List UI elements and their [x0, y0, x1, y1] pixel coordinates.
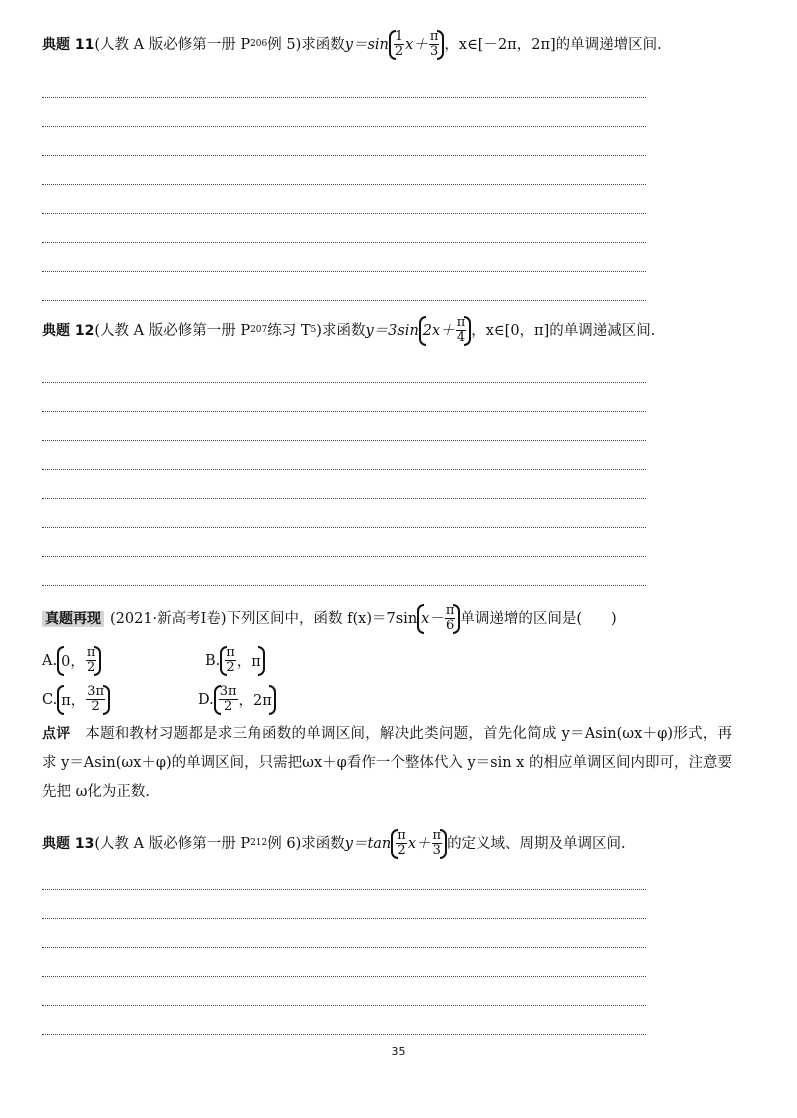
question-12-function: y＝3sin — [365, 322, 419, 339]
real-exam-tag: 真题再现 — [42, 611, 104, 627]
question-11-tail: ，x∈[－2π，2π]的单调递增区间. — [444, 36, 662, 53]
option-c-frac — [86, 685, 105, 715]
frac-num: π — [397, 828, 406, 843]
answer-line — [42, 918, 646, 919]
option-c-label: C. — [42, 691, 58, 708]
question-13-paren — [391, 829, 447, 859]
question-11-label: 典题 11 — [42, 36, 95, 53]
question-13-frac2 — [432, 829, 443, 859]
frac-num: 1 — [394, 29, 404, 44]
frac-num: π — [445, 603, 455, 618]
frac-den: 2 — [397, 843, 406, 859]
real-exam-tail: 单调递增的区间是( ) — [460, 610, 617, 627]
answer-line — [42, 126, 646, 127]
question-11-paren — [389, 30, 445, 60]
frac-num: π — [86, 645, 96, 660]
question-12 — [42, 316, 655, 346]
frac-num: 3π — [87, 684, 105, 699]
frac-num: π — [456, 315, 466, 330]
option-c[interactable] — [42, 685, 110, 715]
option-d[interactable] — [198, 685, 276, 715]
question-12-t-sub: 5 — [310, 325, 317, 336]
frac-den: 4 — [456, 330, 466, 346]
comment-text: 本题和教材习题都是求三角函数的单调区间，解决此类问题，首先化简成 y＝Asin(ωx＋φ)形式，再求 y＝Asin(ωx＋φ)的单调区间，只需把ωx＋φ看作一个整体代入 y＝sin x 的相应单调区间内即可，注意要先把 ω化为正数. — [42, 726, 733, 800]
frac-num: π — [429, 29, 439, 44]
question-13-tail: 的定义域、周期及单调区间. — [447, 835, 626, 852]
question-13-page: 212 — [250, 838, 268, 849]
question-13 — [42, 829, 626, 859]
question-13-frac1 — [396, 829, 407, 859]
frac-den: 2 — [394, 44, 404, 60]
answer-line — [42, 469, 646, 470]
answer-line — [42, 1034, 646, 1035]
question-12-page: 207 — [250, 325, 268, 336]
answer-line — [42, 184, 646, 185]
option-c-v1: π， — [61, 693, 86, 710]
frac-num: π — [226, 645, 235, 660]
frac-num: 3π — [219, 684, 237, 699]
comment — [42, 720, 732, 807]
frac-den: 3 — [429, 44, 439, 60]
real-exam-text: (2021·新高考Ⅰ卷)下列区间中，函数 f(x)＝7sin — [110, 610, 418, 627]
option-d-v2: ，2π — [238, 693, 272, 710]
question-11-var: x＋ — [405, 36, 428, 53]
page-number: 35 — [391, 1045, 406, 1058]
answer-line — [42, 155, 646, 156]
answer-line — [42, 947, 646, 948]
answer-line — [42, 440, 646, 441]
question-13-source-end: 例 6)求函数 — [267, 835, 345, 852]
answer-line — [42, 411, 646, 412]
option-d-interval — [214, 685, 276, 715]
answer-line — [42, 527, 646, 528]
question-12-expr: 2x＋ — [422, 322, 455, 339]
question-13-var: x＋ — [407, 835, 431, 852]
question-12-source-mid: 练习 T — [267, 322, 311, 339]
answer-line — [42, 976, 646, 977]
question-11 — [42, 30, 662, 60]
real-exam-paren — [417, 604, 460, 634]
question-13-source: (人教 A 版必修第一册 P — [94, 835, 251, 852]
real-exam-expr: x－ — [421, 610, 444, 627]
option-a-frac — [86, 646, 97, 676]
option-b-interval — [220, 646, 265, 676]
question-12-tail: ，x∈[0，π]的单调递减区间. — [471, 322, 656, 339]
answer-line — [42, 300, 646, 301]
answer-line — [42, 498, 646, 499]
answer-line — [42, 97, 646, 98]
option-b-frac — [225, 646, 236, 676]
question-12-frac — [456, 316, 467, 346]
question-13-function: y＝tan — [344, 835, 392, 852]
question-11-source: (人教 A 版必修第一册 P — [94, 36, 251, 53]
question-11-page: 206 — [250, 39, 268, 50]
option-a-v1: 0， — [61, 654, 85, 671]
answer-line — [42, 382, 646, 383]
option-a-label: A. — [42, 652, 58, 669]
option-d-label: D. — [198, 691, 214, 708]
answer-line — [42, 271, 646, 272]
frac-den: 3 — [432, 843, 441, 859]
option-b-label: B. — [205, 652, 221, 669]
question-12-label: 典题 12 — [42, 322, 95, 339]
question-12-paren — [419, 316, 471, 346]
question-13-label: 典题 13 — [42, 835, 95, 852]
answer-line — [42, 556, 646, 557]
frac-den: 2 — [226, 660, 235, 676]
real-exam-question — [42, 604, 617, 634]
option-b[interactable] — [205, 646, 265, 676]
question-12-source: (人教 A 版必修第一册 P — [94, 322, 251, 339]
option-a[interactable] — [42, 646, 101, 676]
answer-line — [42, 1005, 646, 1006]
frac-den: 6 — [445, 618, 455, 634]
frac-den: 2 — [86, 660, 96, 676]
frac-num: π — [432, 828, 442, 843]
frac-den: 2 — [91, 699, 100, 715]
answer-line — [42, 889, 646, 890]
question-11-frac1 — [394, 30, 404, 60]
real-exam-frac — [445, 604, 456, 634]
answer-line — [42, 242, 646, 243]
answer-line — [42, 213, 646, 214]
answer-line — [42, 585, 646, 586]
question-12-source-end: )求函数 — [316, 322, 366, 339]
comment-label: 点评 — [42, 726, 71, 742]
option-a-interval — [57, 646, 101, 676]
option-b-v2: ，π — [236, 654, 261, 671]
option-d-frac — [219, 685, 238, 715]
question-11-frac2 — [429, 30, 440, 60]
frac-den: 2 — [223, 699, 233, 715]
question-11-function: y＝sin — [344, 36, 389, 53]
question-11-source-end: 例 5)求函数 — [267, 36, 345, 53]
option-c-interval — [57, 685, 110, 715]
